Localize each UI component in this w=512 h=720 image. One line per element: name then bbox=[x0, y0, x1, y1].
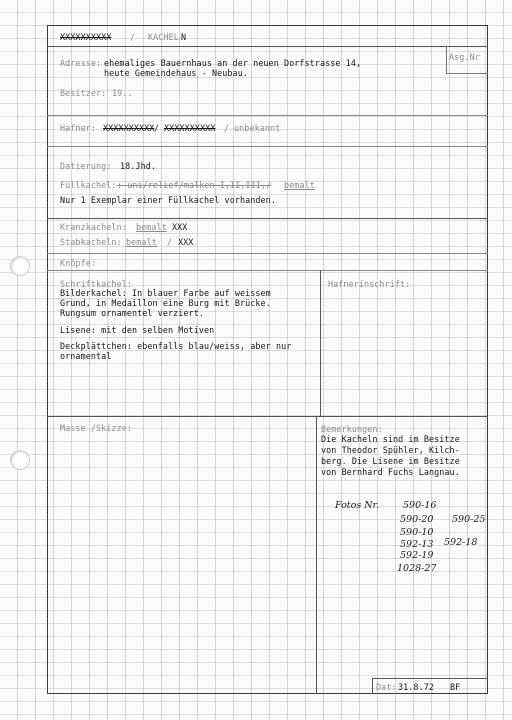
stabkacheln-value: bemalt bbox=[126, 237, 157, 247]
header-label: KACHEL bbox=[148, 32, 179, 42]
header-sep: / bbox=[130, 32, 136, 42]
datum-value: 31.8.72 bbox=[398, 682, 434, 692]
foto-number-3: 590-25 bbox=[452, 514, 486, 525]
fuellkachel-selected: bemalt bbox=[284, 180, 315, 190]
column-divider bbox=[320, 270, 321, 416]
rule bbox=[47, 253, 488, 254]
fotos-label: Fotos Nr. bbox=[335, 500, 380, 511]
knoepfe-label: Knöpfe: bbox=[60, 258, 96, 268]
foto-number-1: 590-16 bbox=[403, 500, 437, 511]
fuellkachel-options: : uni/relief/malken I,II,III,/ bbox=[117, 180, 272, 190]
foto-number-8: 1028-27 bbox=[397, 563, 437, 574]
kranzkacheln-value: bemalt bbox=[136, 222, 167, 232]
foto-number-7: 592-19 bbox=[400, 550, 434, 561]
kranzkacheln-label: Kranzkacheln: bbox=[60, 222, 127, 232]
schriftkachel-label: Schriftkachel: bbox=[60, 279, 132, 289]
asg-label: Asg.Nr bbox=[449, 52, 480, 62]
rule bbox=[47, 46, 488, 47]
schriftkachel-line-2: Grund, in Medaillon eine Burg mit Brücke. bbox=[60, 298, 271, 308]
punch-hole-top bbox=[10, 256, 30, 276]
schriftkachel-line-3: Rungsum ornamentel verziert. bbox=[60, 308, 204, 318]
bemerkungen-line-2: von Theodor Spühler, Kilch- bbox=[321, 445, 460, 455]
besitzer-label: Besitzer: bbox=[60, 88, 107, 98]
bemerkungen-line-1: Die Kacheln sind im Besitze bbox=[321, 434, 460, 444]
bemerkungen-line-3: berg. Die Lisene im Besitze bbox=[321, 456, 460, 466]
hafner-sep-2: / bbox=[224, 123, 230, 133]
datum-initials: BF bbox=[450, 682, 461, 692]
hafnerinschrift-label: Hafnerinschrift: bbox=[328, 279, 411, 289]
besitzer-value: 19.. bbox=[112, 88, 133, 98]
stabkacheln-sep: / bbox=[167, 237, 173, 247]
deckplaettchen-line-1: Deckplättchen: ebenfalls blau/weiss, aber nur bbox=[60, 341, 292, 351]
kranzkacheln-mask: XXX bbox=[172, 222, 188, 232]
stabkacheln-label: Stabkacheln: bbox=[60, 237, 122, 247]
stabkacheln-mask: XXX bbox=[178, 237, 194, 247]
foto-number-6: 592-18 bbox=[444, 537, 478, 548]
foto-number-4: 590-10 bbox=[400, 527, 434, 538]
adresse-label: Adresse: bbox=[60, 58, 102, 68]
header-suffix: N bbox=[181, 32, 187, 42]
fuellkachel-label: Füllkachel: bbox=[60, 180, 117, 190]
schriftkachel-line-1: Bilderkachel: In blauer Farbe auf weissem bbox=[60, 288, 271, 298]
bemerkungen-label: Bemerkungen: bbox=[321, 424, 383, 434]
rule bbox=[47, 270, 488, 271]
foto-number-5: 592-13 bbox=[400, 539, 434, 550]
adresse-line-1: ehemaliges Bauernhaus an der neuen Dorfstrasse 14, bbox=[104, 58, 362, 68]
header-mask: XXXXXXXXXX bbox=[60, 32, 112, 42]
datierung-label: Datierung: bbox=[60, 161, 112, 171]
deckplaettchen-line-2: ornamental bbox=[60, 351, 112, 361]
punch-hole-bottom bbox=[10, 450, 30, 470]
hafner-sep-1: / bbox=[154, 123, 160, 133]
masse-label: Masse /Skizze: bbox=[60, 423, 132, 433]
hafner-value-1: XXXXXXXXXX bbox=[103, 123, 155, 133]
bemerkungen-line-4: von Bernhard Fuchs Langnau. bbox=[321, 467, 460, 477]
rule bbox=[47, 146, 488, 147]
foto-number-2: 590-20 bbox=[400, 514, 434, 525]
datum-label: Dat: bbox=[376, 682, 397, 692]
column-divider bbox=[316, 416, 317, 694]
hafner-value-2: XXXXXXXXXX bbox=[164, 123, 216, 133]
hafner-label: Hafner: bbox=[60, 123, 96, 133]
adresse-line-2: heute Gemeindehaus - Neubau. bbox=[104, 68, 248, 78]
rule bbox=[47, 218, 488, 219]
lisene-line: Lisene: mit den selben Motiven bbox=[60, 325, 215, 335]
datierung-value: 18.Jhd. bbox=[120, 161, 156, 171]
rule bbox=[47, 115, 488, 116]
hafner-option: unbekannt bbox=[234, 123, 281, 133]
fuellkachel-note: Nur 1 Exemplar einer Füllkachel vorhanden. bbox=[60, 195, 276, 205]
rule bbox=[47, 416, 488, 417]
